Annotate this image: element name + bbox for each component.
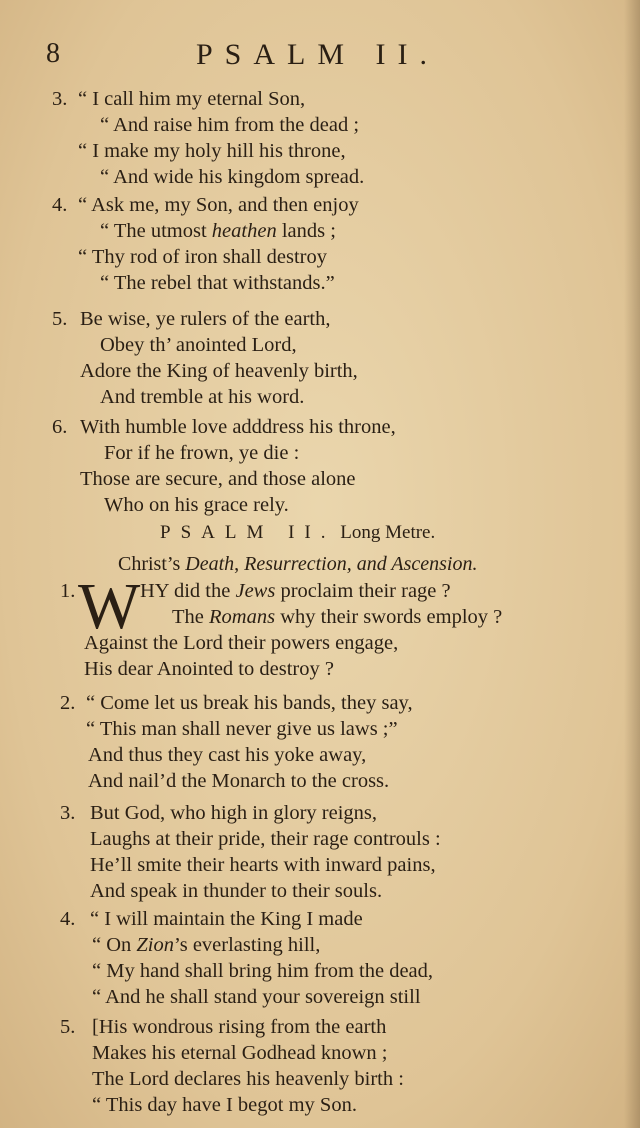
verse-line: And tremble at his word. [100, 386, 305, 408]
verse-text: “ On [92, 934, 137, 956]
section-heading [160, 522, 435, 544]
stanza-number: 3. [60, 802, 76, 824]
verse-line: Makes his eternal Godhead known ; [92, 1042, 388, 1064]
argument-italic: , and [346, 553, 392, 575]
verse-line: And speak in thunder to their souls. [90, 880, 383, 902]
stanza-number: 1. [60, 580, 76, 602]
verse-line: With humble love adddress his throne, [80, 416, 396, 438]
verse-line: The Lord declares his heavenly birth : [92, 1068, 404, 1090]
verse-line: “ This man shall never give us laws ;” [86, 718, 398, 740]
verse-line: [His wondrous rising from the earth [92, 1016, 387, 1038]
verse-italic-word: Romans [209, 606, 276, 628]
verse-line: “ The rebel that withstands.” [100, 272, 335, 294]
argument-italic: Death [185, 553, 235, 575]
stanza-number: 4. [60, 908, 76, 930]
stanza-number: 5. [52, 308, 68, 330]
argument-italic: Ascension. [391, 553, 478, 575]
stanza-number: 4. [52, 194, 68, 216]
verse-line: “ I call him my eternal Son, [78, 88, 306, 110]
verse-text: proclaim their rage ? [275, 580, 451, 602]
verse-line: His dear Anointed to destroy ? [84, 658, 334, 680]
verse-line [140, 578, 451, 604]
verse-line: “ And he shall stand your sovereign still [92, 986, 421, 1008]
verse-line: Be wise, ye rulers of the earth, [80, 308, 331, 330]
stanza-number: 5. [60, 1016, 76, 1038]
verse-line: But God, who high in glory reigns, [90, 802, 377, 824]
drop-cap: W [78, 570, 141, 643]
verse-line: Who on his grace rely. [104, 494, 289, 516]
verse-line [92, 932, 320, 958]
verse-line: “ This day have I begot my Son. [92, 1094, 357, 1116]
stanza-number: 2. [60, 692, 76, 714]
running-title: PSALM II. [196, 38, 440, 71]
verse-italic-word: heathen [211, 220, 277, 242]
stanza-number: 3. [52, 88, 68, 110]
verse-line: “ And raise him from the dead ; [100, 114, 360, 136]
verse-italic-word: Zion [136, 934, 175, 956]
stanza-number: 6. [52, 416, 68, 438]
verse-italic-word: Jews [235, 580, 276, 602]
verse-line: “ Ask me, my Son, and then enjoy [78, 194, 359, 216]
verse-line [100, 218, 336, 244]
verse-text: The [172, 606, 209, 628]
verse-line: “ Thy rod of iron shall destroy [78, 246, 327, 268]
verse-line: Against the Lord their powers engage, [84, 632, 399, 654]
verse-line: For if he frown, ye die : [104, 442, 300, 464]
argument-text: , [234, 553, 245, 575]
verse-line [172, 604, 502, 630]
section-metre: Long Metre. [340, 522, 436, 543]
verse-text: ’s everlasting hill, [174, 934, 321, 956]
verse-line: “ I make my holy hill his throne, [78, 140, 346, 162]
section-title: PSALM II. [160, 522, 336, 543]
verse-text: lands ; [276, 220, 336, 242]
verse-line: Laughs at their pride, their rage controuls : [90, 828, 441, 850]
verse-line: “ I will maintain the King I made [90, 908, 363, 930]
verse-line: Those are secure, and those alone [80, 468, 356, 490]
page-gutter-shadow [624, 0, 640, 1128]
verse-text: HY did the [140, 580, 236, 602]
verse-line: “ Come let us break his bands, they say, [86, 692, 413, 714]
argument-italic: Resurrection [244, 553, 347, 575]
verse-line: And thus they cast his yoke away, [88, 744, 367, 766]
verse-text: “ The utmost [100, 220, 212, 242]
verse-line: Obey th’ anointed Lord, [100, 334, 297, 356]
verse-line: He’ll smite their hearts with inward pains, [90, 854, 436, 876]
page-header [46, 38, 466, 78]
verse-line: “ And wide his kingdom spread. [100, 166, 365, 188]
argument-text: Christ’s [118, 553, 186, 575]
page-number: 8 [46, 38, 60, 69]
verse-line: “ My hand shall bring him from the dead, [92, 960, 434, 982]
verse-line: And nail’d the Monarch to the cross. [88, 770, 390, 792]
psalm-argument [118, 553, 477, 576]
verse-text: why their swords employ ? [275, 606, 503, 628]
verse-line: Adore the King of heavenly birth, [80, 360, 358, 382]
